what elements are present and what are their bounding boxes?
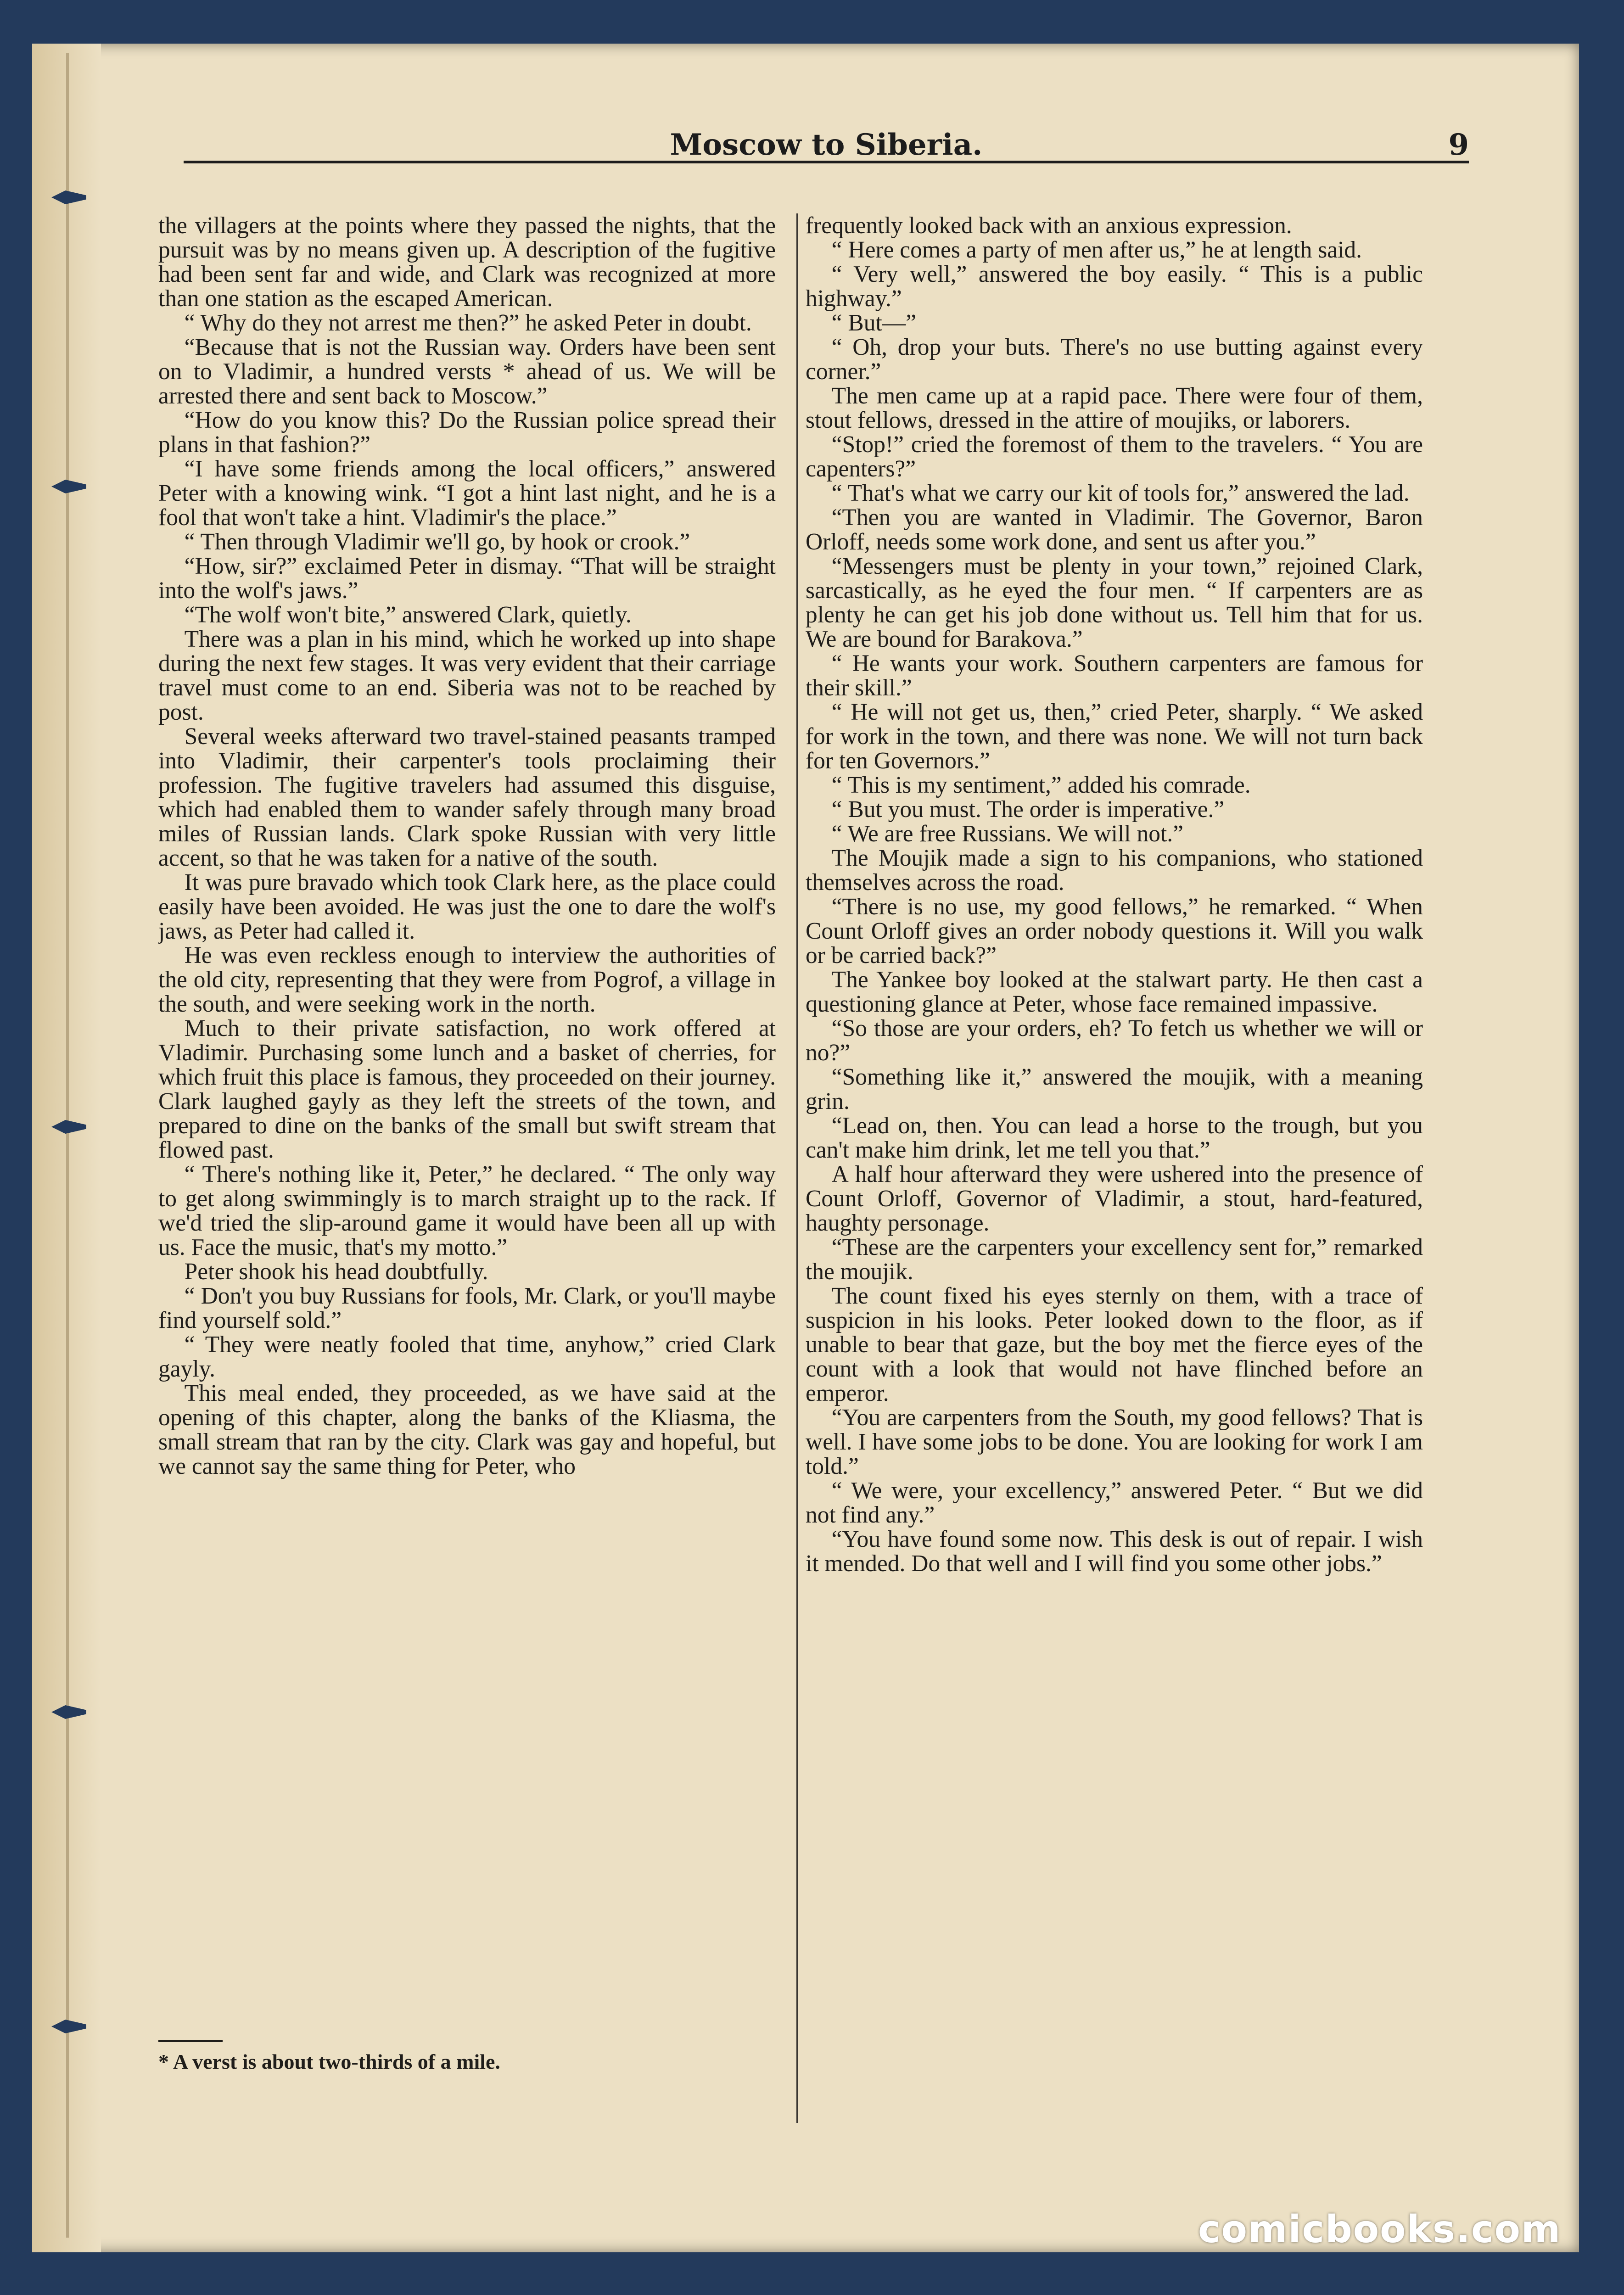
paragraph: “How do you know this? Do the Russian police spread their plans in that fashion?” [158, 407, 776, 458]
paragraph: “ Oh, drop your buts. There's no use butting against every corner.” [806, 334, 1423, 385]
paragraph: “You have found some now. This desk is out of repair. I wish it mended. Do that well and I will find you some other jobs.” [806, 1526, 1423, 1577]
paragraph: “Then you are wanted in Vladimir. The Governor, Baron Orloff, needs some work done, and sent us after you.” [806, 504, 1423, 555]
paragraph: “ Very well,” answered the boy easily. “ This is a public highway.” [806, 261, 1423, 312]
paragraph: “Lead on, then. You can lead a horse to the trough, but you can't make him drink, let me tell you that.” [806, 1113, 1423, 1163]
paragraph: the villagers at the points where they passed the nights, that the pursuit was by no means given up. A description of the fugitive had been sent far and wide, and Clark was recognized at more than one station as the escaped American. [158, 213, 776, 312]
paragraph: Several weeks afterward two travel-stained peasants tramped into Vladimir, their carpenter's tools proclaiming their profession. The fugitive travelers had assumed this disguise, which had enabled them to wander safely through many broad miles of Russian lands. Clark spoke Russian with very little accent, so that he was taken for a native of the south. [158, 723, 776, 871]
column-divider [796, 213, 798, 2123]
paragraph: “Something like it,” answered the moujik, with a meaning grin. [806, 1064, 1423, 1114]
paragraph: “ Then through Vladimir we'll go, by hook or crook.” [184, 529, 690, 555]
paragraph: “ Here comes a party of men after us,” he at length said. [831, 237, 1362, 263]
paragraph: “ They were neatly fooled that time, anyhow,” cried Clark gayly. [158, 1332, 776, 1382]
paragraph: The men came up at a rapid pace. There were four of them, stout fellows, dressed in the attire of moujiks, or laborers. [806, 383, 1423, 433]
paragraph: “ He wants your work. Southern carpenters are famous for their skill.” [806, 650, 1423, 701]
footnote-rule [158, 2040, 223, 2042]
paragraph: “There is no use, my good fellows,” he remarked. “ When Count Orloff gives an order nobody questions it. Will you walk or be carried back?” [806, 894, 1423, 968]
paragraph: “How, sir?” exclaimed Peter in dismay. “That will be straight into the wolf's jaws.” [158, 553, 776, 604]
paragraph: This meal ended, they proceeded, as we have said at the opening of this chapter, along the banks of the Kliasma, the small stream that ran by the city. Clark was gay and hopeful, but we cannot say the same thing for Peter, who [158, 1380, 776, 1479]
paragraph: “Stop!” cried the foremost of them to the travelers. “ You are capenters?” [806, 431, 1423, 482]
paragraph: “ Why do they not arrest me then?” he asked Peter in doubt. [184, 310, 752, 336]
running-title: Moscow to Siberia. [670, 128, 983, 162]
paragraph: “Messengers must be plenty in your town,” rejoined Clark, sarcastically, as he eyed the four men. “ If carpenters are as plenty he can get his job done without us. Tell him that for us. We are bound for Barakova.” [806, 553, 1423, 652]
paragraph: It was pure bravado which took Clark here, as the place could easily have been avoided. He was just the one to dare the wolf's jaws, as Peter had called it. [158, 869, 776, 944]
paragraph: “ That's what we carry our kit of tools for,” answered the lad. [831, 480, 1410, 506]
page-number: 9 [1448, 128, 1469, 162]
paragraph: “ Don't you buy Russians for fools, Mr. Clark, or you'll maybe find yourself sold.” [158, 1283, 776, 1333]
binding-stitch-line [66, 53, 69, 2238]
page-header [184, 92, 1469, 163]
paragraph: He was even reckless enough to interview the authorities of the old city, representing that they were from Pogrof, a village in the south, and were seeking work in the north. [158, 942, 776, 1017]
left-text-column [158, 213, 776, 2088]
paragraph: Peter shook his head doubtfully. [184, 1259, 488, 1285]
paragraph: The count fixed his eyes sternly on them, with a trace of suspicion in his looks. Peter looked down to the floor, as if unable to bear that gaze, but the boy met the fierce eyes of the count with a look that would not have flinched before an emperor. [806, 1283, 1423, 1406]
paragraph: “ He will not get us, then,” cried Peter, sharply. “ We asked for work in the town, and there was none. We will not turn back for ten Governors.” [806, 699, 1423, 774]
paragraph: A half hour afterward they were ushered into the presence of Count Orloff, Governor of Vladimir, a stout, hard-featured, haughty personage. [806, 1161, 1423, 1236]
paragraph: The Yankee boy looked at the stalwart party. He then cast a questioning glance at Peter, whose face remained impassive. [806, 967, 1423, 1017]
paragraph: The Moujik made a sign to his companions, who stationed themselves across the road. [806, 845, 1423, 896]
paragraph: “Because that is not the Russian way. Orders have been sent on to Vladimir, a hundred versts * ahead of us. We will be arrested there and sent back to Moscow.” [158, 334, 776, 409]
paragraph: “ But you must. The order is imperative.” [831, 796, 1225, 823]
paragraph: “I have some friends among the local officers,” answered Peter with a knowing wink. “I got a hint last night, and he is a fool that won't take a hint. Vladimir's the place.” [158, 456, 776, 531]
paragraph: “ This is my sentiment,” added his comrade. [831, 772, 1251, 798]
paragraph: “These are the carpenters your excellency sent for,” remarked the moujik. [806, 1234, 1423, 1285]
paragraph: “The wolf won't bite,” answered Clark, quietly. [184, 602, 632, 628]
paragraph: “ There's nothing like it, Peter,” he declared. “ The only way to get along swimmingly is to march straight up to the rack. If we'd tried the slip-around game it would have been all up with us. Face the music, that's my motto.” [158, 1161, 776, 1260]
paragraph: “ We are free Russians. We will not.” [831, 821, 1184, 847]
paragraph: There was a plan in his mind, which he worked up into shape during the next few stages. It was very evident that their carriage travel must come to an end. Siberia was not to be reached by post. [158, 626, 776, 725]
paragraph: frequently looked back with an anxious expression. [806, 213, 1292, 239]
paragraph: “You are carpenters from the South, my good fellows? That is well. I have some jobs to be done. You are looking for work I am told.” [806, 1405, 1423, 1479]
paragraph: “ We were, your excellency,” answered Peter. “ But we did not find any.” [806, 1478, 1423, 1528]
site-watermark: comicbooks.com [1198, 2208, 1562, 2251]
footnote: * A verst is about two-thirds of a mile. [158, 2050, 500, 2073]
paragraph: “So those are your orders, eh? To fetch us whether we will or no?” [806, 1015, 1423, 1066]
right-text-column [806, 213, 1423, 2088]
paragraph: Much to their private satisfaction, no work offered at Vladimir. Purchasing some lunch and a basket of cherries, for which fruit this place is famous, they proceeded on their journey. Clark laughed gayly as they left the streets of the town, and prepared to dine on the banks of the small but swift stream that flowed past. [158, 1015, 776, 1163]
paragraph: “ But—” [831, 310, 917, 336]
